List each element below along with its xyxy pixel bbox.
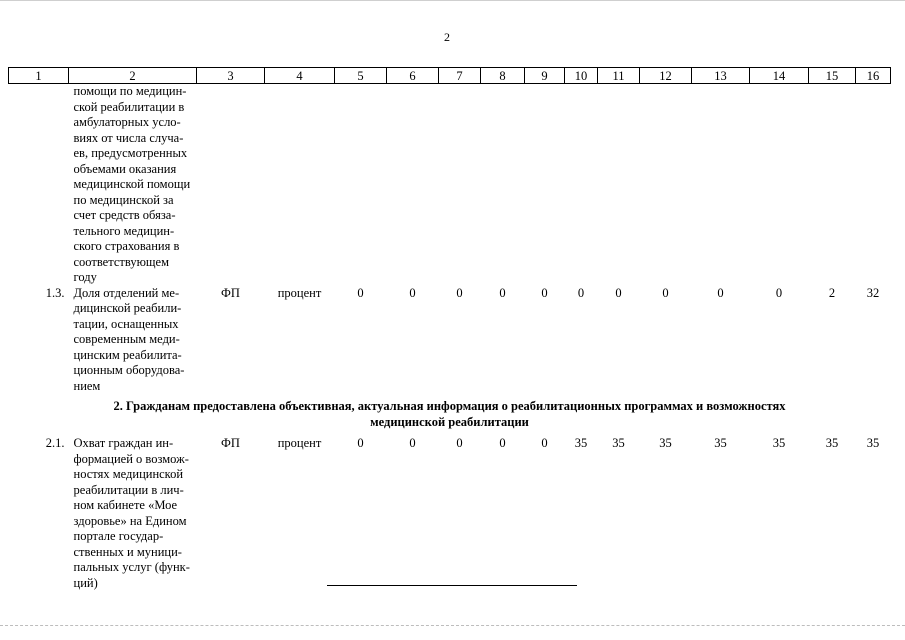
row-number: 1.3. bbox=[45, 285, 65, 300]
project-code: ФП bbox=[221, 436, 240, 450]
table-row-2-1 bbox=[9, 436, 891, 591]
col-header: 9 bbox=[525, 68, 565, 84]
col-header: 14 bbox=[750, 68, 809, 84]
value-cell: 0 bbox=[409, 436, 416, 450]
column-number-row bbox=[9, 68, 891, 84]
value-cell: 0 bbox=[499, 436, 506, 450]
unit: процент bbox=[277, 436, 322, 450]
value-cell: 35 bbox=[612, 436, 625, 450]
value-cell: 0 bbox=[456, 285, 463, 300]
unit: процент bbox=[277, 285, 322, 300]
col-header: 3 bbox=[197, 68, 265, 84]
section-heading-line: медицинской реабилитации bbox=[370, 415, 529, 429]
indicator-name bbox=[69, 286, 197, 395]
value-cell: 35 bbox=[659, 436, 672, 450]
indicator-name bbox=[69, 436, 197, 591]
value-cell: 0 bbox=[357, 285, 364, 300]
value-cell: 0 bbox=[541, 285, 548, 300]
value-cell: 0 bbox=[662, 285, 669, 300]
col-header: 16 bbox=[856, 68, 891, 84]
col-header: 11 bbox=[598, 68, 640, 84]
col-header: 15 bbox=[809, 68, 856, 84]
col-header: 8 bbox=[481, 68, 525, 84]
value-cell: 32 bbox=[866, 285, 880, 300]
value-cell: 0 bbox=[456, 436, 463, 450]
value-cell: 35 bbox=[866, 436, 880, 450]
page-number: 2 bbox=[444, 30, 450, 44]
value-cell: 0 bbox=[717, 285, 724, 300]
value-cell: 0 bbox=[615, 285, 622, 300]
value-cell: 0 bbox=[541, 436, 548, 450]
col-header: 13 bbox=[692, 68, 750, 84]
indicators-table bbox=[8, 67, 891, 591]
indicator-name-text: помощи по медицин- ской реабилитации в амбулаторных усло- виях от числа случа- ев, предусмотренных объемами оказания медицинской помощи по медицинской за счет средств обяза- тельного медицин- ского страхования в соответствующем году bbox=[73, 84, 191, 284]
closing-divider-line bbox=[327, 585, 577, 586]
section-2-heading bbox=[9, 394, 891, 436]
indicator-name-text: Охват граждан ин- формацией о возмож- ностях медицинской реабилитации в лич- ном кабинете «Мое здоровье» на Едином портале государ- ственных и муници- пальных услуг (функ- ций) bbox=[73, 436, 190, 590]
project-code: ФП bbox=[221, 285, 240, 300]
value-cell: 0 bbox=[775, 285, 783, 300]
value-cell: 0 bbox=[357, 436, 364, 450]
col-header: 12 bbox=[640, 68, 692, 84]
col-header: 1 bbox=[9, 68, 69, 84]
row-number: 2.1. bbox=[45, 436, 65, 450]
value-cell: 35 bbox=[714, 436, 727, 450]
scan-top-edge bbox=[0, 0, 905, 1]
col-header: 2 bbox=[69, 68, 197, 84]
col-header: 7 bbox=[439, 68, 481, 84]
continuation-row bbox=[9, 84, 891, 286]
section-heading-row bbox=[9, 394, 891, 436]
scan-bottom-edge bbox=[0, 625, 905, 626]
value-cell: 35 bbox=[825, 436, 839, 450]
col-header: 4 bbox=[265, 68, 335, 84]
table-row-1-3 bbox=[9, 286, 891, 395]
indicator-name-continued bbox=[69, 84, 197, 286]
value-cell: 35 bbox=[574, 436, 588, 450]
col-header: 6 bbox=[387, 68, 439, 84]
section-heading-line: 2. Гражданам предоставлена объективная, актуальная информация о реабилитационных программах и возможностях bbox=[113, 399, 786, 413]
value-cell: 35 bbox=[772, 436, 786, 450]
value-cell: 0 bbox=[577, 285, 585, 300]
value-cell: 0 bbox=[499, 285, 506, 300]
value-cell: 0 bbox=[409, 285, 416, 300]
col-header: 10 bbox=[565, 68, 598, 84]
value-cell: 2 bbox=[828, 285, 836, 300]
col-header: 5 bbox=[335, 68, 387, 84]
indicator-name-text: Доля отделений ме- дицинской реабили- тации, оснащенных современным меди- цинским реабилита- ционным оборудова- нием bbox=[73, 285, 185, 393]
